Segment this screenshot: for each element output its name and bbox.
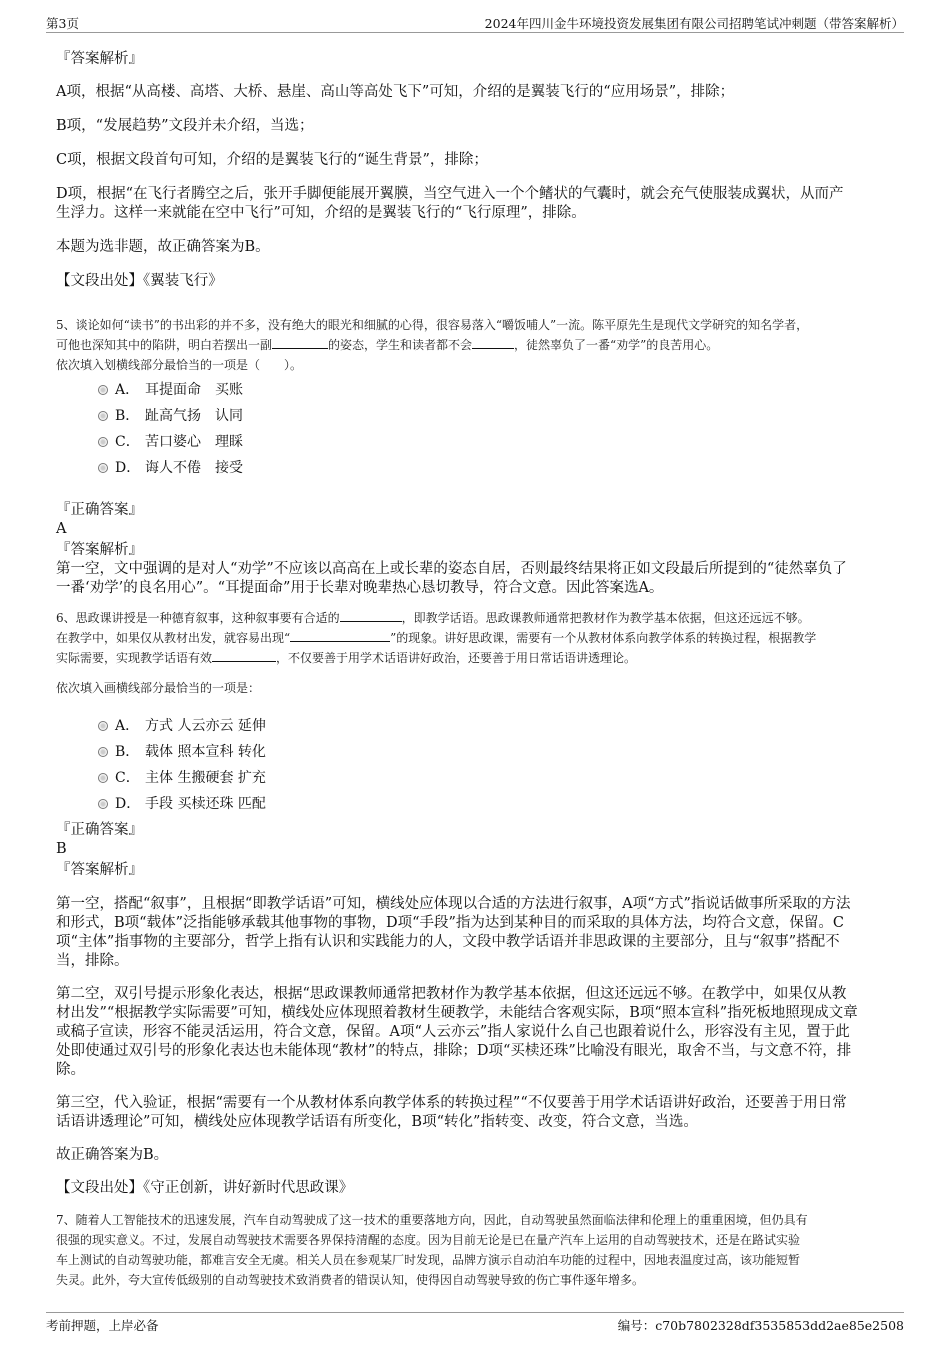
- blank-1: [272, 336, 328, 349]
- question-7-line1: 7、随着人工智能技术的迅速发展，汽车自动驾驶成了这一技术的重要落地方向，因此，自动驾驶虽然面临法律和伦理上的重重困境，但仍具有: [56, 1213, 808, 1227]
- analysis-line1: 第一空，文中强调的是对人“劝学”不应该以高高在上或长辈的姿态自居，否则最终结果将正如文段最后所提到的“徒然辜负了: [56, 561, 847, 577]
- radio-icon[interactable]: [98, 463, 108, 473]
- question-5-options: [56, 377, 892, 481]
- analysis-option-b: B项，“发展趋势”文段并未介绍，当选；: [56, 118, 314, 134]
- analysis-paragraph-1: 第一空，搭配“叙事”，且根据“即教学话语”可知，横线处应体现以合适的方法进行叙事，A项“方式”指说话做事所采取的方法 和形式，B项“载体”泛指能够承载其他事物的事物，D项“手段”指为达到某种目的而采取的具体方法，均符合文意，保留。C 项“主体”指事物的主要部分，哲学上指有认识和实践能力的人，文段中教学话语并非思政课的主要部分，且与“叙事”搭配不 当，排除。: [56, 896, 851, 969]
- option-c[interactable]: C． 主体 生搬硬套 扩充: [56, 765, 892, 791]
- footer-slogan: 考前押题，上岸必备: [46, 1318, 159, 1333]
- option-a[interactable]: A． 方式 人云亦云 延伸: [56, 713, 892, 739]
- source-citation: 【文段出处】《守正创新，讲好新时代思政课》: [56, 1180, 354, 1196]
- analysis-option-d-line1: D项，根据“在飞行者腾空之后，张开手脚便能展开翼膜，当空气进入一个个鳍状的气囊时，就会充气使服装成翼状，从而产: [56, 186, 844, 202]
- answer-conclusion: 本题为选非题，故正确答案为B。: [56, 239, 270, 255]
- question-6-options: [56, 713, 892, 817]
- analysis-option-c: C项，根据文段首句可知，介绍的是翼装飞行的“诞生背景”，排除；: [56, 152, 488, 168]
- blank-3: [212, 649, 276, 662]
- radio-icon[interactable]: [98, 773, 108, 783]
- question-6-line3: 实际需要，实现教学话语有效 ，不仅要善于用学术话语讲好政治，还要善于用日常话语讲透理论。: [56, 651, 637, 665]
- question-6-line1: 6、思政课讲授是一种德育叙事，这种叙事要有合适的 ，即教学话语。思政课教师通常把教材作为教学基本依据，但这还远远不够。: [56, 611, 810, 625]
- radio-icon[interactable]: [98, 411, 108, 421]
- blank-1: [340, 609, 402, 622]
- question-7-line4: 失灵。此外，夸大宣传低级别的自动驾驶技术致消费者的错误认知，使得因自动驾驶导致的伤亡事件逐年增多。: [56, 1273, 645, 1287]
- option-b[interactable]: B． 趾高气扬 认同: [56, 403, 892, 429]
- question-7-line3: 车上测试的自动驾驶功能，都难言安全无虞。相关人员在参观某厂时发现，品牌方演示自动泊车功能的过程中，因地表温度过高，该功能短暂: [56, 1253, 801, 1267]
- correct-answer: A: [56, 521, 67, 537]
- analysis-label: 『答案解析』: [56, 51, 143, 67]
- answer-conclusion: 故正确答案为B。: [56, 1147, 169, 1163]
- option-a[interactable]: A． 耳提面命 买账: [56, 377, 892, 403]
- analysis-label: 『答案解析』: [56, 542, 143, 558]
- source-citation: 【文段出处】《翼装飞行》: [56, 273, 223, 289]
- analysis-line2: 一番‘劝学’的良名用心”。“耳提面命”用于长辈对晚辈热心恳切教导，符合文意。因此答案选A。: [56, 580, 664, 596]
- option-d[interactable]: D． 手段 买椟还珠 匹配: [56, 791, 892, 817]
- page-number: 第3页: [46, 16, 79, 31]
- radio-icon[interactable]: [98, 437, 108, 447]
- question-6: [56, 608, 892, 1198]
- radio-icon[interactable]: [98, 799, 108, 809]
- question-5: [56, 315, 892, 598]
- blank-2: [290, 629, 390, 642]
- question-7-line2: 很强的现实意义。不过，发展自动驾驶技术需要各界保持清醒的态度。因为目前无论是已在量产汽车上运用的自动驾驶技术，还是在路试实验: [56, 1233, 801, 1247]
- correct-answer: B: [56, 841, 67, 857]
- correct-answer-label: 『正确答案』: [56, 822, 143, 838]
- option-c[interactable]: C． 苦口婆心 理睬: [56, 429, 892, 455]
- option-b[interactable]: B． 载体 照本宣科 转化: [56, 739, 892, 765]
- radio-icon[interactable]: [98, 747, 108, 757]
- analysis-paragraph-3: 第三空，代入验证，根据“需要有一个从教材体系向教学体系的转换过程”“不仅要善于用学术话语讲好政治，还要善于用日常 话语讲透理论”可知，横线处应体现教学话语有所变化，B项“转化”指转变、改变，符合文意，当选。: [56, 1095, 847, 1130]
- analysis-paragraph-2: 第二空，双引号提示形象化表达，根据“思政课教师通常把教材作为教学基本依据，但这还远远不够。在教学中，如果仅从教 材出发”“根据教学实际需要”可知，横线处应体现照着教材生硬教学，未能结合客观实际，B项“照本宣科”指死板地照现成文章 或稿子宣读，形容不能灵活运用，符合文意，保留。A项“人云亦云”指人家说什么自己也跟着说什么，形容没有主见，置于此 处即使通过双引号的形象化表达也未能体现“教材”的特点，排除；D项“买椟还珠”比喻没有眼光，取舍不当，与文意不符，排 除。: [56, 986, 858, 1078]
- analysis-option-a: A项，根据“从高楼、高塔、大桥、悬崖、高山等高处飞下”可知，介绍的是翼装飞行的“应用场景”，排除；: [56, 84, 735, 100]
- question-5-line2: 可他也深知其中的陷阱，明白若摆出一副 的姿态，学生和读者都不会 ，徒然辜负了一番“劝学”的良苦用心。: [56, 338, 719, 352]
- option-d[interactable]: D． 诲人不倦 接受: [56, 455, 892, 481]
- radio-icon[interactable]: [98, 721, 108, 731]
- analysis-option-d-line2: 生浮力。这样一来就能在空中飞行”可知，介绍的是翼装飞行的“飞行原理”，排除。: [56, 205, 586, 221]
- question-5-line1: 5、谈论如何“读书”的书出彩的并不多，没有绝大的眼光和细腻的心得，很容易落入“嚼饭哺人”一流。陈平原先生是现代文学研究的知名学者，: [56, 318, 809, 332]
- question-7: [56, 1210, 892, 1290]
- page-footer: [46, 1312, 904, 1333]
- correct-answer-label: 『正确答案』: [56, 502, 143, 518]
- blank-2: [472, 336, 514, 349]
- analysis-label: 『答案解析』: [56, 862, 143, 878]
- question-6-line2: 在教学中，如果仅从教材出发，就容易出现“ ”的现象。讲好思政课，需要有一个从教材体系向教学体系的转换过程，根据教学: [56, 631, 817, 645]
- radio-icon[interactable]: [98, 385, 108, 395]
- page-content: [56, 44, 892, 1290]
- question-5-prompt: 依次填入划横线部分最恰当的一项是（ ）。: [56, 358, 303, 372]
- question-6-prompt: 依次填入画横线部分最恰当的一项是：: [56, 681, 261, 695]
- page-header: [46, 12, 904, 33]
- document-id: 编号：c70b7802328df3535853dd2ae85e2508: [617, 1318, 904, 1333]
- document-title: 2024年四川金牛环境投资发展集团有限公司招聘笔试冲刺题（带答案解析）: [484, 16, 904, 31]
